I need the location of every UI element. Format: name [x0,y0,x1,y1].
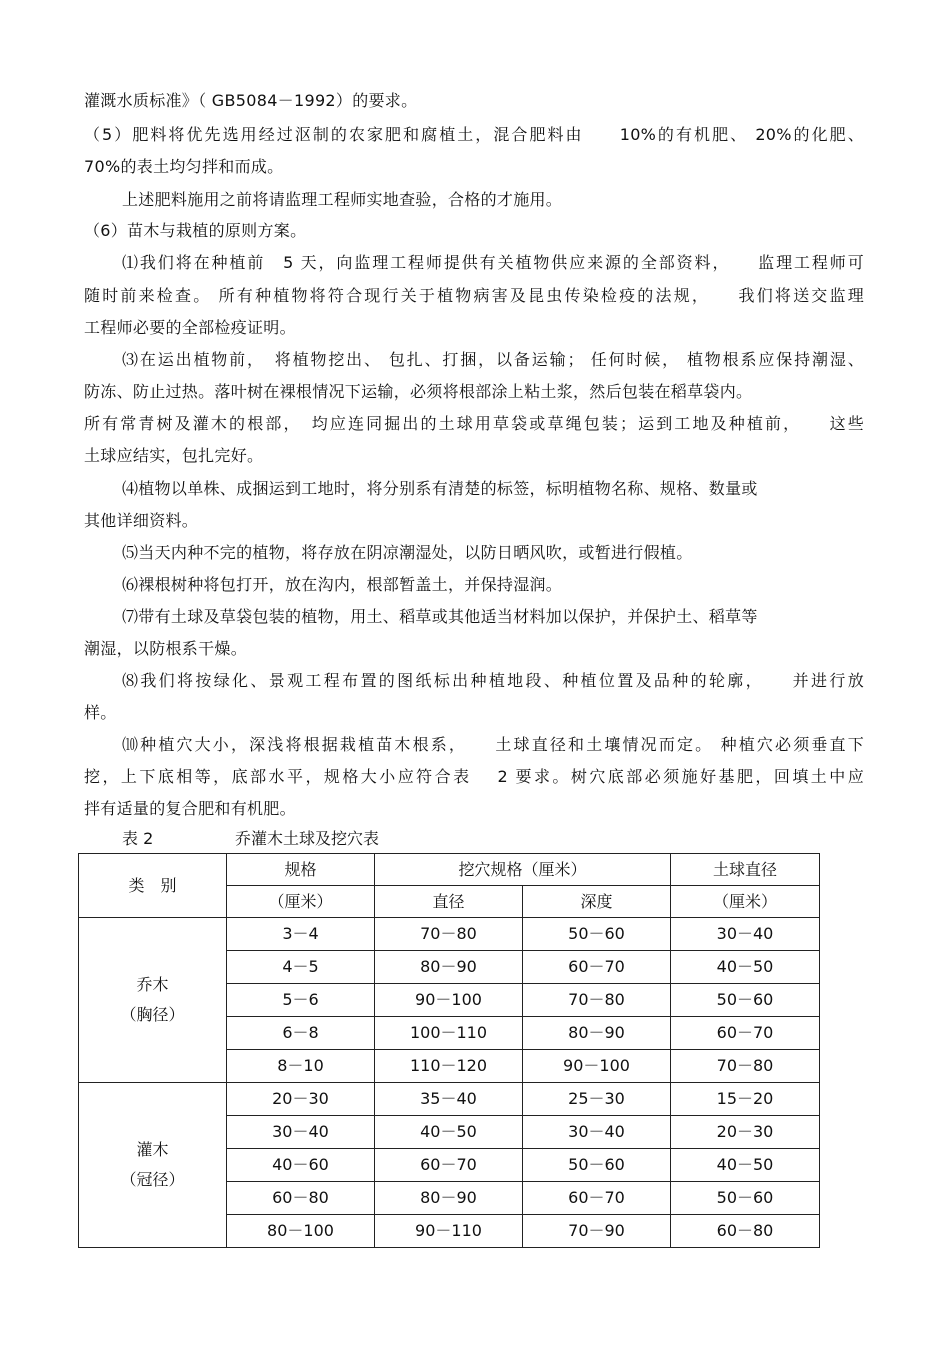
table-row [79,1083,820,1116]
table-cell: 6－8 [227,1017,375,1050]
table-cell: 80－90 [375,1182,523,1215]
table-cell: 60－70 [671,1017,820,1050]
header-category: 类 别 [79,854,227,918]
header-spec: 规格 [227,854,375,886]
table-cell: 70－80 [375,918,523,951]
table-cell: 90－100 [523,1050,671,1083]
table-cell: 8－10 [227,1050,375,1083]
category-cell [79,1083,227,1248]
header-ball: 土球直径 [671,854,820,886]
category-name: 乔木 [136,975,169,994]
table-cell: 80－100 [227,1215,375,1248]
table-cell: 40－50 [671,951,820,984]
header-diameter: 直径 [375,886,523,918]
table-cell: 20－30 [671,1116,820,1149]
table-cell: 4－5 [227,951,375,984]
text-line: ⑶在运出植物前， 将植物挖出、 包扎、打捆，以备运输； 任何时候， 植物根系应保持潮湿、 [122,350,864,369]
pit-size-table [78,853,820,1248]
text-line: 随时前来检查。 所有种植物将符合现行关于植物病害及昆虫传染检疫的法规， 我们将送交监理 [84,286,864,305]
text-line: （5）肥料将优先选用经过沤制的农家肥和腐植土，混合肥料由 10%的有机肥、 20%的化肥、 [84,125,864,144]
table-cell: 35－40 [375,1083,523,1116]
text-line: ⑷植物以单株、成捆运到工地时，将分别系有清楚的标签，标明植物名称、规格、数量或 [122,479,758,498]
table-caption-number: 表 2 [122,829,154,848]
table-row [79,918,820,951]
text-line: 上述肥料施用之前将请监理工程师实地查验，合格的才施用。 [122,190,563,209]
category-name: 灌木 [136,1140,169,1159]
table-cell: 100－110 [375,1017,523,1050]
text-line: ⑺带有土球及草袋包装的植物，用土、稻草或其他适当材料加以保护，并保护土、稻草等 [122,607,758,626]
text-line: 样。 [84,703,117,722]
table-cell: 50－60 [671,984,820,1017]
text-line: ⑴我们将在种植前 5 天，向监理工程师提供有关植物供应来源的全部资料， 监理工程师可 [122,253,864,272]
header-ball-unit: （厘米） [671,886,820,918]
text-line: ⑽种植穴大小，深浅将根据栽植苗木根系， 土球直径和土壤情况而定。 种植穴必须垂直下 [122,735,864,754]
table-cell: 25－30 [523,1083,671,1116]
table-cell: 80－90 [523,1017,671,1050]
text-line: ⑸当天内种不完的植物，将存放在阴凉潮湿处，以防日晒风吹，或暂进行假植。 [122,543,693,562]
table-cell: 3－4 [227,918,375,951]
category-note: （冠径） [120,1170,185,1189]
text-line: 拌有适量的复合肥和有机肥。 [84,799,296,818]
text-line: 所有常青树及灌木的根部， 均应连同掘出的土球用草袋或草绳包装；运到工地及种植前， 这些 [84,414,864,433]
category-cell [79,918,227,1083]
table-cell: 90－100 [375,984,523,1017]
text-line: 挖，上下底相等，底部水平，规格大小应符合表 2 要求。树穴底部必须施好基肥，回填土中应 [84,767,864,786]
table-cell: 30－40 [523,1116,671,1149]
category-note: （胸径） [120,1005,185,1024]
table-cell: 70－80 [671,1050,820,1083]
text-line: 70%的表土均匀拌和而成。 [84,157,284,176]
table-cell: 50－60 [523,918,671,951]
table-cell: 5－6 [227,984,375,1017]
table-cell: 20－30 [227,1083,375,1116]
table-header-row [79,854,820,886]
table-caption-title: 乔灌木土球及挖穴表 [235,829,380,848]
table-cell: 60－70 [375,1149,523,1182]
table-cell: 60－70 [523,1182,671,1215]
table-cell: 90－110 [375,1215,523,1248]
text-line: 灌溉水质标准》（ GB5084－1992）的要求。 [84,91,418,110]
table-cell: 70－80 [523,984,671,1017]
text-line: 工程师必要的全部检疫证明。 [84,318,296,337]
text-line: 潮湿，以防根系干燥。 [84,639,248,658]
table-cell: 50－60 [671,1182,820,1215]
table-cell: 80－90 [375,951,523,984]
table-cell: 40－50 [375,1116,523,1149]
table-cell: 30－40 [671,918,820,951]
table-cell: 40－50 [671,1149,820,1182]
text-line: 防冻、防止过热。落叶树在裸根情况下运输，必须将根部涂上粘土浆，然后包装在稻草袋内。 [84,382,753,401]
table-cell: 110－120 [375,1050,523,1083]
table-cell: 40－60 [227,1149,375,1182]
table-cell: 15－20 [671,1083,820,1116]
text-line: （6）苗木与栽植的原则方案。 [84,221,307,240]
table-cell: 30－40 [227,1116,375,1149]
table-cell: 60－80 [227,1182,375,1215]
table-cell: 60－70 [523,951,671,984]
text-line: 土球应结实，包扎完好。 [84,446,264,465]
text-line: 其他详细资料。 [84,511,199,530]
table-cell: 70－90 [523,1215,671,1248]
header-depth: 深度 [523,886,671,918]
header-spec-unit: （厘米） [227,886,375,918]
table-cell: 50－60 [523,1149,671,1182]
header-pit: 挖穴规格（厘米） [375,854,671,886]
table-cell: 60－80 [671,1215,820,1248]
text-line: ⑻我们将按绿化、景观工程布置的图纸标出种植地段、种植位置及品种的轮廓， 并进行放 [122,671,864,690]
text-line: ⑹裸根树种将包打开，放在沟内，根部暂盖土，并保持湿润。 [122,575,563,594]
